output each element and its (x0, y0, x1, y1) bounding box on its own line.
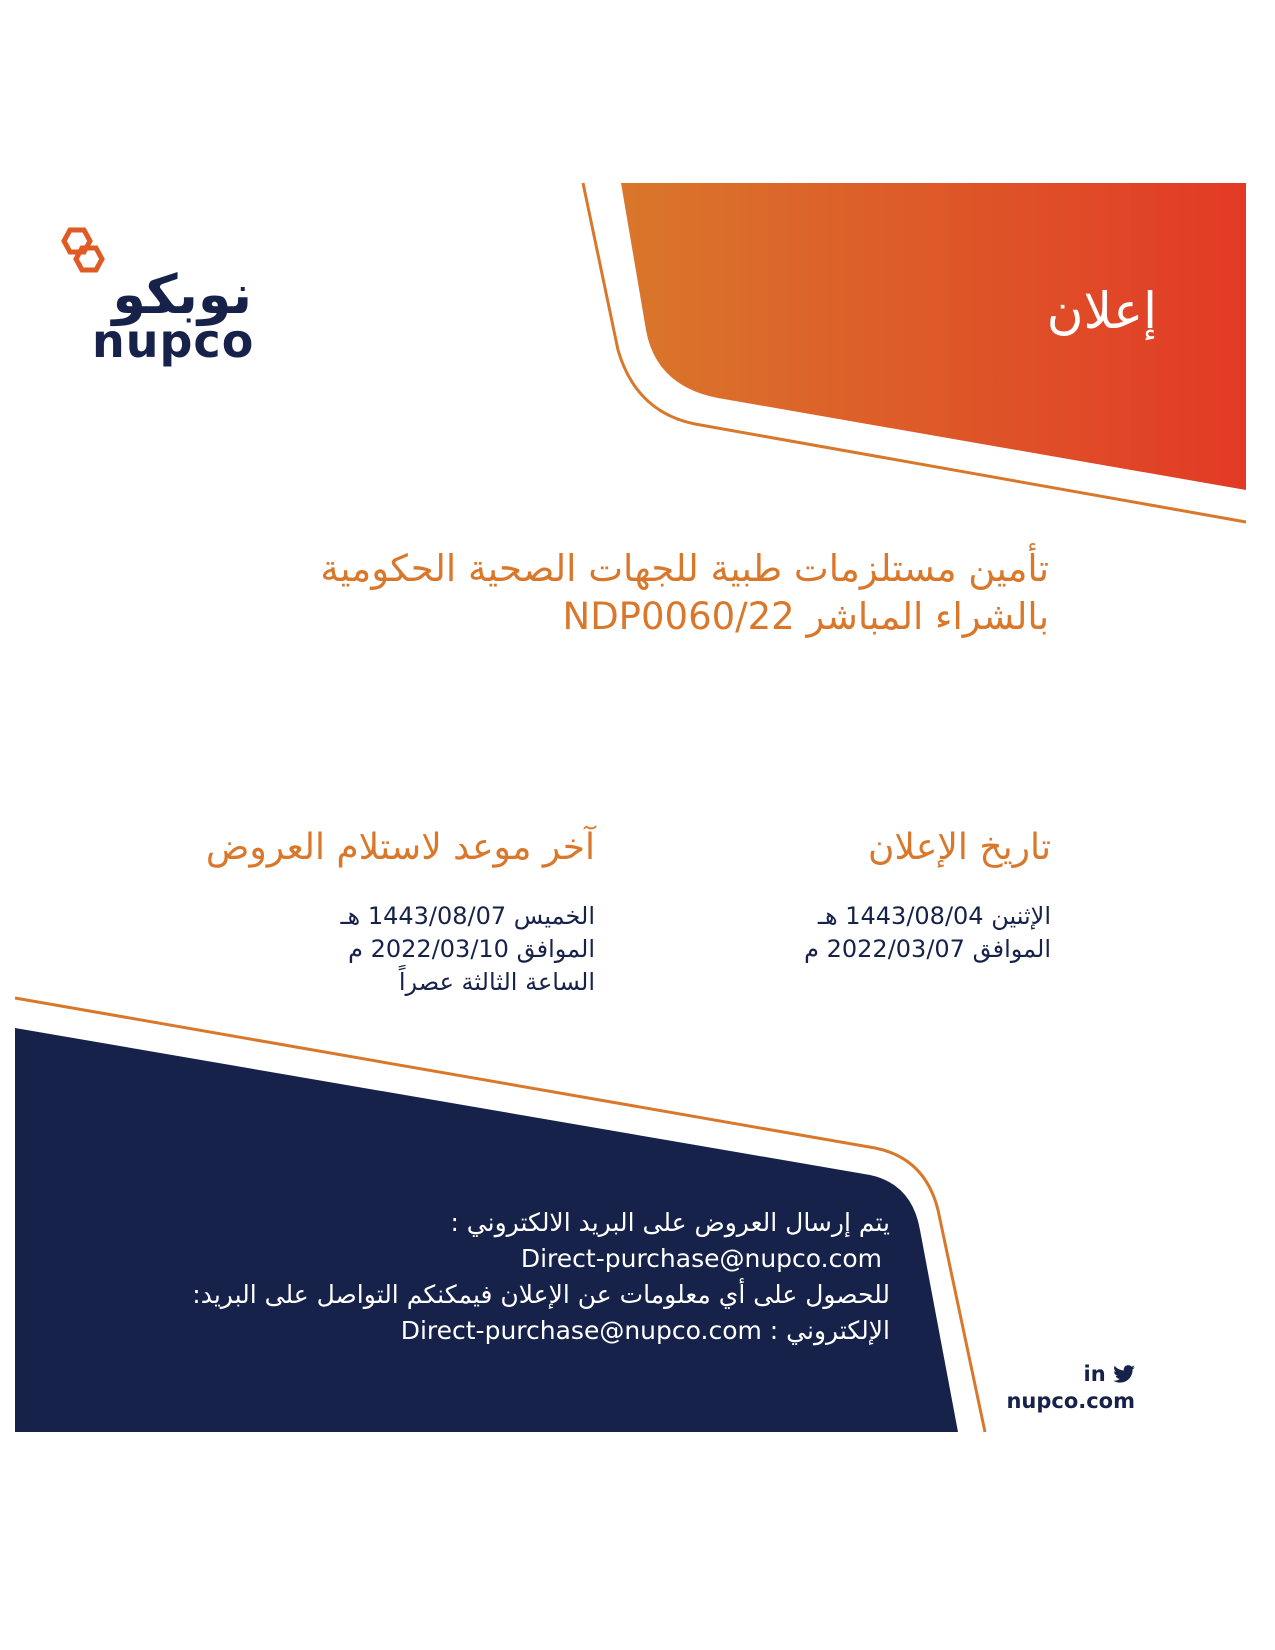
info-email-link[interactable]: Direct-purchase@nupco.com (400, 1316, 762, 1345)
deadline-hijri: الخميس 1443/08/07 هـ (340, 902, 595, 930)
info-label: للحصول على أي معلومات عن الإعلان فيمكنكم التواصل على البريد: (192, 1280, 890, 1309)
banner-title: إعلان (1046, 282, 1157, 340)
social-icons (975, 1362, 1135, 1386)
social-block (975, 1362, 1135, 1416)
deadline-gregorian: الموافق 2022/03/10 م (348, 935, 595, 963)
announcement-title-line2: بالشراء المباشر NDP0060/22 (562, 595, 1049, 638)
nupco-logo (52, 226, 255, 368)
deadline-block (135, 826, 595, 999)
announcement-date-block (631, 826, 1051, 966)
deadline-time: الساعة الثالثة عصراً (398, 968, 595, 996)
deadline-heading: آخر موعد لاستلام العروض (205, 827, 595, 868)
announcement-date-gregorian: الموافق 2022/03/07 م (804, 935, 1051, 963)
submit-label: يتم إرسال العروض على البريد الالكتروني : (450, 1208, 890, 1237)
announcement-title (229, 545, 1049, 641)
info-prefix: الإلكتروني : (769, 1316, 890, 1345)
twitter-icon[interactable] (1113, 1365, 1135, 1383)
logo-arabic-text: نوبكو (112, 263, 252, 326)
announcement-date-hijri: الإثنين 1443/08/04 هـ (817, 902, 1051, 930)
contact-block (50, 1205, 890, 1349)
submit-email-link[interactable]: Direct-purchase@nupco.com (520, 1244, 882, 1273)
logo-hexagon-icon (52, 226, 108, 282)
website-link[interactable]: nupco.com (1006, 1389, 1135, 1413)
announcement-title-line1: تأمين مستلزمات طبية للجهات الصحية الحكومية (320, 547, 1049, 590)
logo-english-text: nupco (92, 314, 255, 368)
announcement-date-heading: تاريخ الإعلان (867, 827, 1051, 868)
linkedin-icon[interactable]: in (1083, 1362, 1106, 1386)
